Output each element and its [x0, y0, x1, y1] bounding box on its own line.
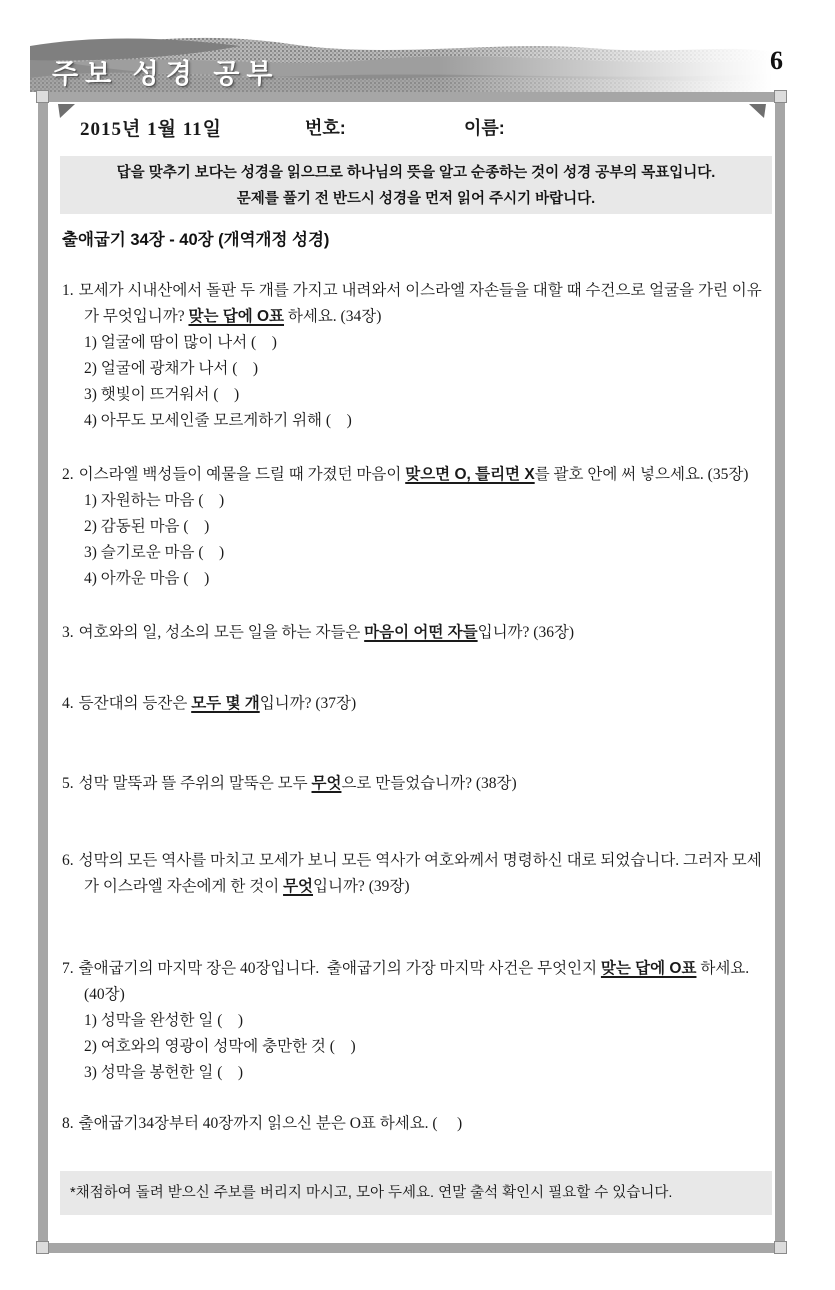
question-segment: 입니까? (39장) [313, 878, 410, 895]
question-segment: 입니까? (37장) [259, 695, 357, 712]
question-segment: 입니까? (36장) [477, 624, 575, 641]
question-options [62, 488, 762, 592]
question-emphasis: 모두 몇 개 [191, 695, 260, 712]
frame-bar-right [775, 102, 785, 1243]
question-text [62, 956, 762, 1008]
question-text [62, 278, 762, 330]
frame-bar-left [38, 102, 48, 1243]
question-emphasis: 무엇 [283, 878, 314, 895]
question-segment: 모세가 시내산에서 돌판 두 개를 가지고 내려와서 이스라엘 자손들을 대할 때 수건으로 얼굴을 가린 이유가 무엇입니까? [78, 282, 762, 325]
question-item [62, 620, 762, 646]
date-label: 2015년 1월 11일 [80, 119, 223, 140]
question-number: 6. [62, 852, 74, 869]
content-area [48, 102, 775, 1243]
question-number: 4. [62, 695, 74, 712]
question-emphasis: 마음이 어떤 자들 [364, 624, 478, 641]
question-body [79, 695, 357, 712]
page-number: 6 [770, 46, 783, 75]
question-body [79, 466, 749, 483]
question-option: 1) 성막을 완성한 일 ( ) [84, 1012, 244, 1029]
notice-line-1: 답을 맞추기 보다는 성경을 읽으므로 하나님의 뜻을 알고 순종하는 것이 성경 공부의 목표입니다. [116, 165, 716, 181]
question-segment: 등잔대의 등잔은 [78, 695, 192, 712]
question-option: 3) 성막을 봉헌한 일 ( ) [84, 1064, 244, 1081]
question-text [62, 620, 762, 646]
question-segment: 성막의 모든 역사를 마치고 모세가 보니 모든 역사가 여호와께서 명령하신 대로 되었습니다. 그러자 모세가 이스라엘 자손에게 한 것이 [78, 852, 762, 895]
questions [62, 278, 762, 1137]
footer-note: *채점하여 돌려 받으신 주보를 버리지 마시고, 모아 두세요. 연말 출석 확인시 필요할 수 있습니다. [60, 1171, 772, 1215]
question-segment: 으로 만들었습니까? (38장) [341, 775, 517, 792]
question-number: 1. [62, 282, 74, 299]
question-body [79, 1115, 463, 1132]
question-body [79, 960, 753, 1003]
question-item [62, 848, 762, 900]
question-option: 2) 감동된 마음 ( ) [84, 518, 210, 535]
question-option: 4) 아무도 모세인줄 모르게하기 위해 ( ) [84, 412, 352, 429]
question-option: 2) 여호와의 영광이 성막에 충만한 것 ( ) [84, 1038, 356, 1055]
question-item [62, 462, 762, 592]
corner-fold-icon [58, 104, 75, 119]
question-options [62, 330, 762, 434]
question-number: 7. [62, 960, 74, 977]
question-number: 2. [62, 466, 74, 483]
question-body [79, 852, 762, 895]
question-emphasis: 맞으면 O, 틀리면 X [405, 466, 535, 483]
frame-bar-bottom [38, 1243, 785, 1253]
question-segment: 성막 말뚝과 뜰 주위의 말뚝은 모두 [78, 775, 312, 792]
banner-title: 주보 성경 공부 [52, 59, 280, 89]
question-option: 3) 햇빛이 뜨거워서 ( ) [84, 386, 240, 403]
frame-handle-icon [36, 90, 49, 103]
notice-box [60, 156, 772, 214]
question-body [79, 282, 762, 325]
number-label: 번호: [305, 118, 346, 138]
question-text [62, 462, 762, 488]
question-item [62, 1111, 762, 1137]
section-title: 출애굽기 34장 - 40장 (개역개정 성경) [62, 231, 330, 249]
question-segment: 를 괄호 안에 써 넣으세요. (35장) [534, 466, 749, 483]
question-number: 8. [62, 1115, 74, 1132]
question-option: 1) 자원하는 마음 ( ) [84, 492, 225, 509]
question-segment: 이스라엘 백성들이 예물을 드릴 때 가졌던 마음이 [78, 466, 406, 483]
question-item [62, 956, 762, 1086]
question-options [62, 1008, 762, 1086]
question-number: 3. [62, 624, 74, 641]
question-body [79, 624, 574, 641]
frame-handle-icon [774, 1241, 787, 1254]
question-text [62, 1111, 762, 1137]
question-text [62, 771, 762, 797]
question-emphasis: 맞는 답에 O표 [188, 308, 285, 325]
question-item [62, 278, 762, 434]
question-segment: 출애굽기의 마지막 장은 40장입니다. 출애굽기의 가장 마지막 사건은 무엇인지 [78, 960, 601, 977]
frame-handle-icon [36, 1241, 49, 1254]
question-option: 1) 얼굴에 땀이 많이 나서 ( ) [84, 334, 277, 351]
question-item [62, 691, 762, 717]
question-emphasis: 무엇 [311, 775, 342, 792]
question-segment: 출애굽기34장부터 40장까지 읽으신 분은 O표 하세요. ( ) [78, 1115, 463, 1132]
question-segment: 여호와의 일, 성소의 모든 일을 하는 자들은 [78, 624, 365, 641]
question-item [62, 771, 762, 797]
question-segment: 하세요. (34장) [284, 308, 382, 325]
header-banner [30, 34, 772, 92]
question-body [79, 775, 517, 792]
notice-line-2: 문제를 풀기 전 반드시 성경을 먼저 읽어 주시기 바랍니다. [236, 191, 596, 207]
question-text [62, 848, 762, 900]
corner-fold-icon [749, 104, 766, 119]
id-row [48, 114, 775, 144]
frame-handle-icon [774, 90, 787, 103]
question-text [62, 691, 762, 717]
question-option: 4) 아까운 마음 ( ) [84, 570, 210, 587]
frame-bar-top [38, 92, 785, 102]
name-label: 이름: [464, 118, 505, 138]
question-option: 3) 슬기로운 마음 ( ) [84, 544, 225, 561]
question-option: 2) 얼굴에 광채가 나서 ( ) [84, 360, 259, 377]
question-emphasis: 맞는 답에 O표 [600, 960, 697, 977]
question-segment: 하세요. (40장) [84, 960, 754, 1003]
question-number: 5. [62, 775, 74, 792]
